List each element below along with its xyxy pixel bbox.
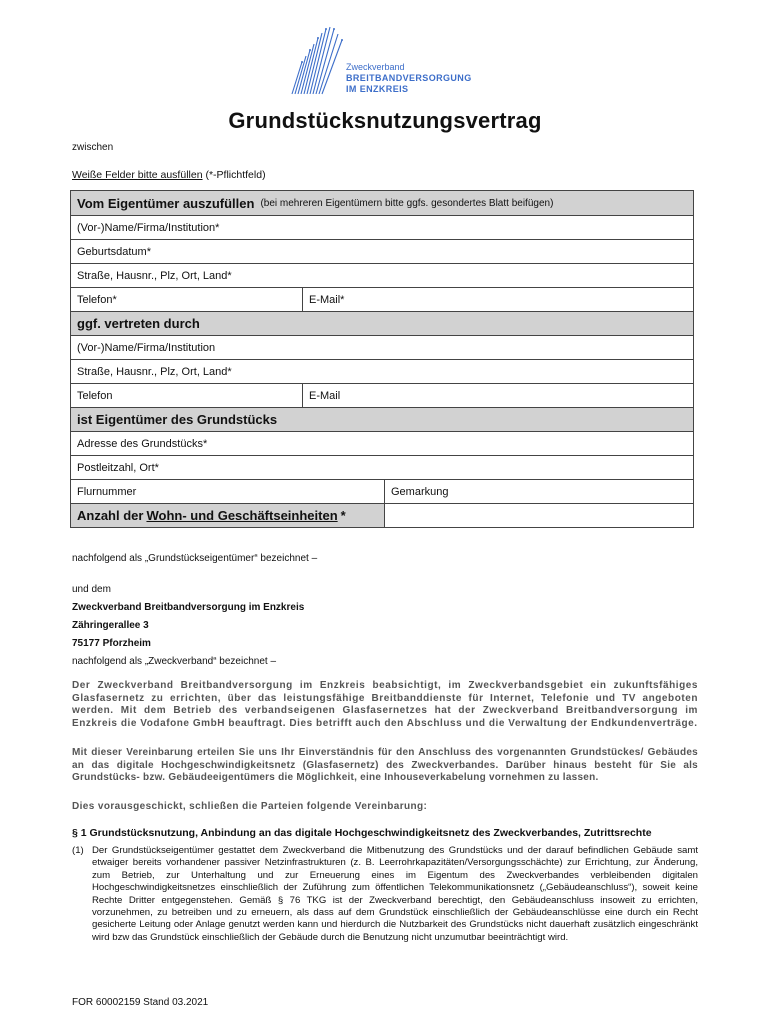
nachfolgend-owner: nachfolgend als „Grundstückseigentümer“ bezeichnet – (72, 553, 318, 564)
intro-paragraph-2: Mit dieser Vereinbarung erteilen Sie uns Ihr Einverständnis für den Anschluss des vorgenannten Grundstückes/ Gebäudes an das digitale Hochgeschwindigkeitsnetz (Glasfasernetz) des Zweckverbandes. Darüber hinaus besteht für Sie als Grundstücks- bzw. Gebäudeeigentümers die Möglichkeit, eine Inhouseverkabelung vornehmen zu lassen. (72, 747, 698, 784)
item-text: Der Grundstückseigentümer gestattet dem Zweckverband die Mitbenutzung des Grundstücks und der darauf befindlichen Gebäude samt etwaiger bereits vorhandener passiver Netzinfrastrukturen (z. B. Leerrohrkapazitäten/Versorgungsschächte) zur Errichtung, zur Änderung, zum Betrieb, zur Unterhaltung und zur Erneuerung eines im Eigentum des Zweckverbandes verbleibenden digitalen Hochgeschwindigkeitsnetzes einschließlich der Zuführung zum öffentlichen Telekommunikationsnetz („Gebäudeanschluss“), soweit keine Rechte Dritter entgegenstehen. Gemäß § 76 TKG ist der Zweckverband berechtigt, den Gebäudeanschluss insoweit zu errichten, vorzunehmen, zu betreiben und zu erneuern, als dass auf dem Grundstück einschließlich der Gebäudeanschlüsse eine durch ein Recht gesicherte Leitung oder Anlage genutzt werden kann und hierdurch die Nutzbarkeit des Grundstücks nicht dauerhaft zusätzlich eingeschränkt wird bzw das Grundstück einschließlich der Gebäude durch die Benutzung nicht unzumutbar beeinträchtigt wird. (92, 845, 698, 943)
rep-email-field[interactable]: E-Mail (309, 389, 341, 402)
owner-birthdate-label: Geburtsdatum* (77, 245, 151, 258)
owner-header-label: Vom Eigentümer auszufüllen (77, 195, 255, 211)
owner-address-label: Straße, Hausnr., Plz, Ort, Land* (77, 269, 232, 282)
logo-fiber-icon (288, 26, 344, 96)
units-label (71, 504, 385, 527)
intro-paragraph-1: Der Zweckverband Breitbandversorgung im Enzkreis beabsichtigt, im Zweckverbandsgebiet ein zukunftsfähiges Glasfasernetz zu errichten, über das leistungsfähige Breitbanddienste für Internet, Telefonie und TV angeboten werden. Mit dem Betrieb des verbandseigenen Glasfasernetzes hat der Zweckverband Breitbandversorgung im Enzkreis die Vodafone GmbH beauftragt. Dies betrifft auch den Abschluss und die Verwaltung der Endkundenverträge. (72, 680, 698, 729)
rep-address-field[interactable] (71, 359, 693, 383)
gemarkung-field[interactable]: Gemarkung (391, 485, 449, 498)
units-input[interactable] (385, 504, 693, 527)
property-header-label: ist Eigentümer des Grundstücks (77, 412, 278, 427)
rep-phone-field[interactable]: Telefon (71, 384, 303, 407)
units-label-underlined: Wohn- und Geschäftseinheiten (146, 508, 338, 523)
fill-hint-rest: (*-Pflichtfeld) (202, 169, 266, 181)
units-label-pre: Anzahl der (77, 508, 144, 523)
owner-name-label: (Vor-)Name/Firma/Institution* (77, 221, 220, 234)
zwischen-label: zwischen (72, 142, 114, 153)
logo-line-1: Zweckverband (346, 62, 405, 72)
org-city: 75177 Pforzheim (72, 638, 151, 649)
representative-section-header (71, 311, 693, 335)
owner-phone-field[interactable]: Telefon* (71, 288, 303, 311)
owner-address-field[interactable] (71, 263, 693, 287)
fill-hint (72, 169, 266, 181)
property-section-header (71, 407, 693, 431)
rep-contact-row (71, 383, 693, 407)
owner-name-field[interactable] (71, 215, 693, 239)
zweckverband-logo (288, 26, 488, 96)
rep-address-label: Straße, Hausnr., Plz, Ort, Land* (77, 365, 232, 378)
owner-section-header (71, 191, 693, 215)
item-number: (1) (72, 845, 84, 856)
section-1-title: § 1 Grundstücksnutzung, Anbindung an das digitale Hochgeschwindigkeitsnetz des Zweckverbandes, Zutrittsrechte (72, 827, 652, 839)
rep-name-field[interactable] (71, 335, 693, 359)
flurnummer-field[interactable]: Flurnummer (71, 480, 385, 503)
owner-header-note: (bei mehreren Eigentümern bitte ggfs. gesondertes Blatt beifügen) (260, 197, 554, 209)
property-address-field[interactable] (71, 431, 693, 455)
fill-hint-underlined: Weiße Felder bitte ausfüllen (72, 169, 203, 181)
document-title: Grundstücksnutzungsvertrag (228, 108, 542, 133)
property-zip-label: Postleitzahl, Ort* (77, 461, 159, 474)
nachfolgend-zweckverband: nachfolgend als „Zweckverband“ bezeichnet – (72, 656, 277, 667)
owner-contact-row (71, 287, 693, 311)
owner-birthdate-field[interactable] (71, 239, 693, 263)
section-1-item-1 (72, 845, 698, 944)
property-parcel-row (71, 479, 693, 503)
form-footer: FOR 60002159 Stand 03.2021 (72, 997, 209, 1008)
logo-line-2: BREITBANDVERSORGUNG (346, 73, 472, 83)
org-name: Zweckverband Breitbandversorgung im Enzkreis (72, 602, 305, 613)
logo-line-3: IM ENZKREIS (346, 84, 409, 94)
org-street: Zähringerallee 3 (72, 620, 149, 631)
representative-header-label: ggf. vertreten durch (77, 316, 200, 331)
owner-form (70, 190, 694, 528)
und-dem: und dem (72, 584, 111, 595)
intro-paragraph-3: Dies vorausgeschickt, schließen die Parteien folgende Vereinbarung: (72, 801, 428, 812)
owner-email-field[interactable]: E-Mail* (309, 293, 345, 306)
units-label-asterisk: * (340, 508, 346, 523)
property-address-label: Adresse des Grundstücks* (77, 437, 208, 450)
property-zip-field[interactable] (71, 455, 693, 479)
rep-name-label: (Vor-)Name/Firma/Institution (77, 341, 216, 354)
units-row (71, 503, 693, 527)
